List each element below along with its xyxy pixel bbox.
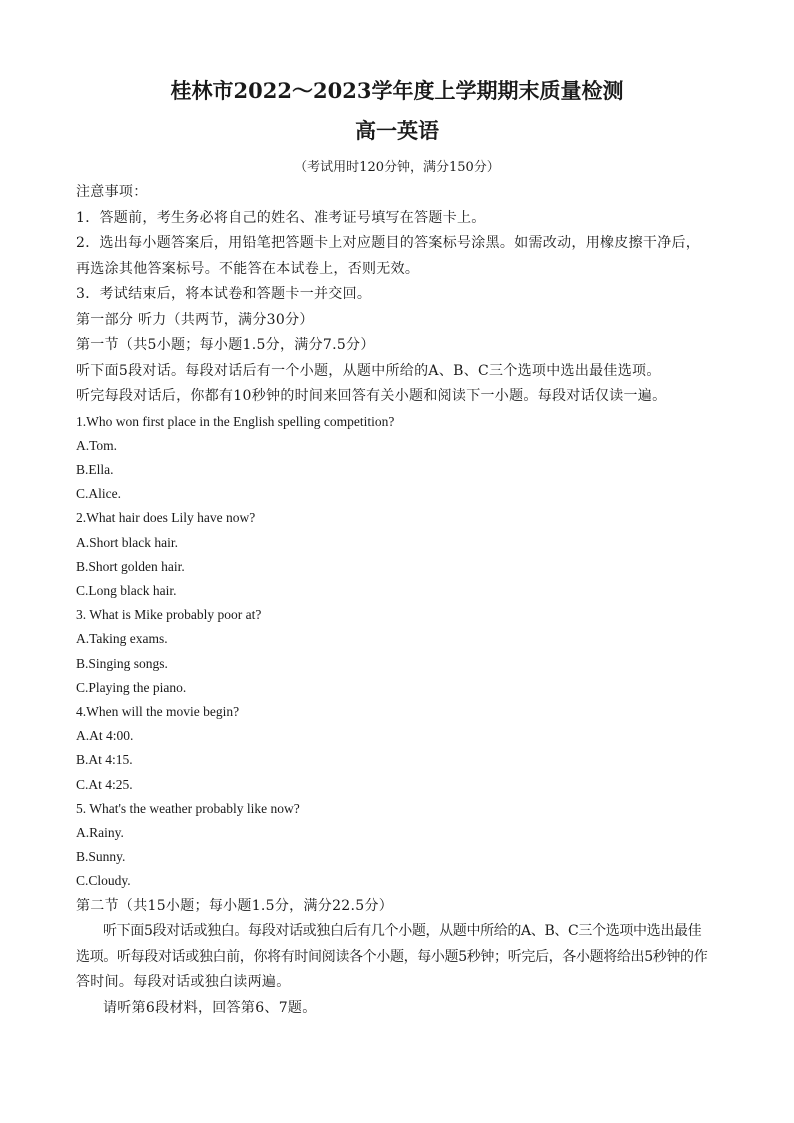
notice-heading: 注意事项： bbox=[76, 184, 148, 200]
option-c: C.At 4:25. bbox=[76, 776, 133, 792]
section2-instruction: 选项。听每段对话或独白前，你将有时间阅读各个小题，每小题5秒钟；听完后，各小题将给出5秒钟的作 bbox=[76, 948, 708, 965]
question-block bbox=[76, 506, 718, 603]
section1-instruction: 听下面5段对话。每段对话后有一个小题，从题中所给的A、B、C三个选项中选出最佳选项。 bbox=[76, 362, 661, 379]
notice-item: 2．选出每小题答案后，用铅笔把答题卡上对应题目的答案标号涂黑。如需改动，用橡皮擦干净后， bbox=[76, 235, 701, 251]
option-b: B.Sunny. bbox=[76, 849, 126, 865]
option-a: A.Short black hair. bbox=[76, 534, 178, 550]
option-a: A.At 4:00. bbox=[76, 728, 134, 744]
question-block bbox=[76, 797, 718, 894]
option-a: A.Rainy. bbox=[76, 824, 124, 840]
option-a: A.Tom. bbox=[76, 437, 118, 453]
option-c: C.Long black hair. bbox=[76, 582, 177, 598]
question-stem: 3. What is Mike probably poor at? bbox=[76, 607, 262, 623]
question-stem: 5. What's the weather probably like now? bbox=[76, 800, 300, 816]
question-stem: 4.When will the movie begin? bbox=[76, 703, 240, 719]
notice-item: 1．答题前，考生务必将自己的姓名、准考证号填写在答题卡上。 bbox=[76, 209, 486, 226]
section2-heading: 第二节（共15小题；每小题1.5分，满分22.5分） bbox=[76, 897, 394, 914]
option-c: C.Cloudy. bbox=[76, 873, 131, 889]
notice-item-continued: 再选涂其他答案标号。不能答在本试卷上，否则无效。 bbox=[76, 260, 420, 277]
option-a: A.Taking exams. bbox=[76, 631, 168, 647]
option-c: C.Alice. bbox=[76, 486, 121, 502]
question-stem: 2.What hair does Lily have now? bbox=[76, 510, 256, 526]
notice-item: 3．考试结束后，将本试卷和答题卡一并交回。 bbox=[76, 286, 372, 302]
option-b: B.At 4:15. bbox=[76, 752, 133, 768]
question-block bbox=[76, 603, 718, 700]
section1-instruction: 听完每段对话后，你都有10秒钟的时间来回答有关小题和阅读下一小题。每段对话仅读一遍。 bbox=[76, 388, 667, 404]
part1-heading: 第一部分 听力（共两节，满分30分） bbox=[76, 311, 314, 328]
material-note: 请听第6段材料，回答第6、7题。 bbox=[103, 999, 317, 1016]
question-block bbox=[76, 410, 718, 507]
exam-info: （考试用时120分钟，满分150分） bbox=[294, 160, 500, 175]
option-b: B.Short golden hair. bbox=[76, 558, 185, 574]
section2-instruction: 答时间。每段对话或独白读两遍。 bbox=[76, 974, 291, 991]
option-b: B.Ella. bbox=[76, 461, 114, 477]
section1-heading: 第一节（共5小题；每小题1.5分，满分7.5分） bbox=[76, 337, 375, 353]
section2-instruction: 听下面5段对话或独白。每段对话或独白后有几个小题，从题中所给的A、B、C三个选项中选出最佳 bbox=[103, 923, 702, 940]
question-stem: 1.Who won first place in the English spelling competition? bbox=[76, 413, 395, 429]
question-block bbox=[76, 700, 718, 797]
exam-body bbox=[76, 180, 718, 1021]
subject-title: 高一英语 bbox=[355, 118, 439, 143]
option-c: C.Playing the piano. bbox=[76, 679, 187, 695]
option-b: B.Singing songs. bbox=[76, 655, 168, 671]
exam-title: 桂林市2022～2023学年度上学期期末质量检测 bbox=[170, 78, 624, 103]
